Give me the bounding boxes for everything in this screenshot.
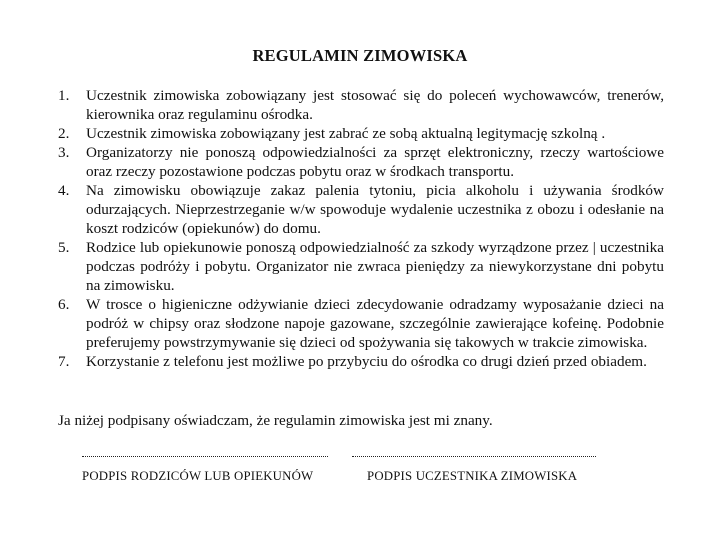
rule-item: [58, 86, 664, 124]
rule-number: 6.: [58, 296, 70, 313]
rule-text: Korzystanie z telefonu jest możliwe po przybyciu do ośrodka co drugi dzień przed obiadem.: [86, 353, 647, 370]
rule-item: [58, 124, 664, 143]
rule-text: Uczestnik zimowiska zobowiązany jest zabrać ze sobą aktualną legitymację szkolną .: [86, 125, 606, 142]
rule-text: Rodzice lub opiekunowie ponoszą odpowiedzialność za szkody wyrządzone przez | uczestnika podczas podróży i pobytu. Organizator nie zwraca pieniędzy za niewykorzystane dni pobytu na zimowisku.: [86, 239, 664, 294]
rule-number: 2.: [58, 125, 70, 142]
rule-text: Uczestnik zimowiska zobowiązany jest stosować się do poleceń wychowawców, trenerów, kierownika oraz regulaminu ośrodka.: [86, 87, 664, 123]
participant-signature-line[interactable]: [352, 456, 596, 457]
rule-item: [58, 143, 664, 181]
rule-text: W trosce o higieniczne odżywianie dzieci zdecydowanie odradzamy wyposażanie dzieci na podróż w chipsy oraz słodzone napoje gazowane, szczególnie zawierające kofeinę. Podobnie preferujemy powstrzymywanie się dzieci od spożywania się takowych w trakcie zimowiska.: [86, 296, 664, 351]
rules-list: [58, 86, 664, 371]
rule-item: [58, 352, 664, 371]
rule-item: [58, 181, 664, 238]
rule-number: 7.: [58, 353, 70, 370]
rule-text: Organizatorzy nie ponoszą odpowiedzialności za sprzęt elektroniczny, rzeczy wartościowe oraz rzeczy pozostawione podczas pobytu oraz w środkach transportu.: [86, 144, 664, 180]
rule-item: [58, 238, 664, 295]
parent-signature-line[interactable]: [82, 456, 328, 457]
rule-number: 1.: [58, 87, 70, 104]
rule-number: 5.: [58, 239, 70, 256]
rule-item: [58, 295, 664, 352]
participant-signature-label: PODPIS UCZESTNIKA ZIMOWISKA: [367, 469, 578, 483]
rule-number: 4.: [58, 182, 70, 199]
parent-signature-label: PODPIS RODZICÓW LUB OPIEKUNÓW: [82, 469, 314, 483]
rule-number: 3.: [58, 144, 70, 161]
rule-text: Na zimowisku obowiązuje zakaz palenia tytoniu, picia alkoholu i używania środków odurzających. Nieprzestrzeganie w/w spowoduje wydalenie uczestnika z obozu i odesłanie na koszt rodziców (opiekunów) do domu.: [86, 182, 664, 237]
document-title: REGULAMIN ZIMOWISKA: [252, 46, 468, 65]
declaration-statement: Ja niżej podpisany oświadczam, że regulamin zimowiska jest mi znany.: [58, 412, 493, 429]
